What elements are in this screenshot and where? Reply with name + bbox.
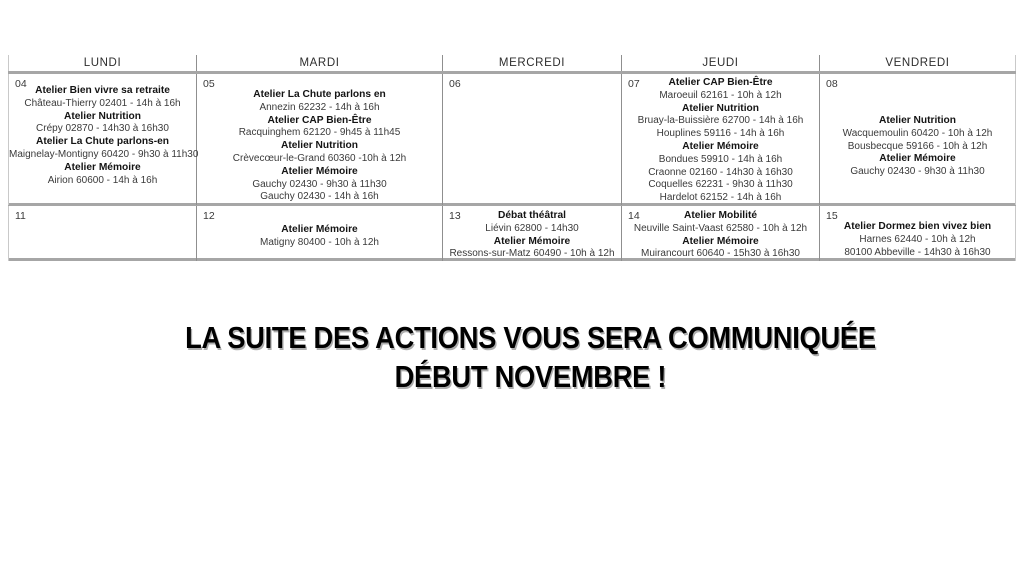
workshop-detail: Matigny 80400 - 10h à 12h — [260, 236, 379, 248]
workshop-detail: Muirancourt 60640 - 15h30 à 16h30 — [640, 248, 800, 260]
workshop-title: Atelier CAP Bien-Être — [267, 114, 372, 126]
calendar-cell-day-06 — [443, 74, 622, 205]
workshop-title: Atelier La Chute parlons-en — [35, 136, 170, 148]
workshop-title: Atelier Mobilité — [683, 210, 758, 221]
calendar-week-row-2 — [8, 206, 1016, 261]
calendar-cell-day-07 — [622, 74, 820, 205]
workshop-detail: Houplines 59116 - 14h à 16h — [656, 128, 785, 140]
calendar-cell-day-15 — [820, 206, 1016, 261]
calendar-cell-day-13 — [443, 206, 622, 261]
announcement-line-1: LA SUITE DES ACTIONS VOUS SERA COMMUNIQUÉE — [184, 320, 876, 355]
day-number: 13 — [449, 210, 461, 222]
workshop-title: Atelier Mémoire — [879, 153, 956, 165]
calendar-cell-day-14 — [622, 206, 820, 261]
workshop-detail: Racquinghem 62120 - 9h45 à 11h45 — [238, 127, 401, 139]
workshop-title: Atelier Nutrition — [879, 115, 956, 126]
cell-entries — [197, 89, 442, 204]
workshop-calendar — [8, 55, 1016, 261]
day-number: 06 — [449, 78, 461, 90]
cell-entries — [443, 210, 621, 261]
workshop-detail: Ressons-sur-Matz 60490 - 10h à 12h — [449, 248, 615, 260]
workshop-detail: Gauchy 02430 - 14h à 16h — [260, 191, 379, 203]
day-number: 04 — [15, 78, 27, 90]
calendar-cell-day-05 — [197, 74, 443, 205]
cell-entries — [9, 85, 199, 187]
workshop-title: Débat théâtral — [498, 210, 566, 221]
day-header-mardi: MARDI — [197, 55, 443, 71]
workshop-title: Atelier Mémoire — [281, 224, 358, 235]
day-header-mercredi: MERCREDI — [443, 55, 622, 71]
workshop-title: Atelier La Chute parlons en — [253, 89, 386, 100]
workshop-detail: Château-Thierry 02401 - 14h à 16h — [24, 97, 181, 109]
workshop-title: Atelier Mémoire — [281, 165, 358, 177]
cell-entries — [820, 221, 1015, 259]
workshop-detail: Gauchy 02430 - 9h30 à 11h30 — [850, 166, 985, 178]
day-number: 08 — [826, 78, 838, 90]
cell-entries — [820, 115, 1015, 179]
day-header-lundi: LUNDI — [8, 55, 197, 71]
cell-entries — [622, 77, 819, 205]
workshop-detail: Maignelay-Montigny 60420 - 9h30 à 11h30 — [9, 148, 199, 160]
day-number: 12 — [203, 210, 215, 222]
day-number: 11 — [15, 210, 26, 222]
workshop-detail: Annezin 62232 - 14h à 16h — [259, 101, 380, 113]
day-header-jeudi: JEUDI — [622, 55, 820, 71]
workshop-title: Atelier Mémoire — [682, 235, 759, 247]
workshop-detail: Wacquemoulin 60420 - 10h à 12h — [842, 127, 993, 139]
day-number: 14 — [628, 210, 640, 222]
announcement-text-block — [185, 318, 876, 396]
calendar-cell-day-11 — [8, 206, 197, 261]
workshop-title: Atelier Bien vivre sa retraite — [35, 85, 170, 96]
workshop-detail: Bruay-la-Buissière 62700 - 14h à 16h — [637, 115, 804, 127]
workshop-detail: Bondues 59910 - 14h à 16h — [658, 153, 783, 165]
calendar-cell-day-12 — [197, 206, 443, 261]
day-number: 05 — [203, 78, 215, 90]
calendar-header-row — [8, 55, 1016, 74]
workshop-detail: Harnes 62440 - 10h à 12h — [859, 233, 976, 245]
workshop-detail: Bousbecque 59166 - 10h à 12h — [847, 140, 988, 152]
announcement-heading — [0, 318, 1024, 396]
cell-entries — [197, 224, 442, 250]
day-header-vendredi: VENDREDI — [820, 55, 1016, 71]
cell-entries — [622, 210, 819, 261]
calendar-week-row-1 — [8, 74, 1016, 206]
workshop-detail: Maroeuil 62161 - 10h à 12h — [659, 89, 782, 101]
day-number: 07 — [628, 78, 640, 90]
workshop-title: Atelier Mémoire — [64, 161, 141, 173]
workshop-detail: Airion 60600 - 14h à 16h — [47, 174, 158, 186]
workshop-detail: Liévin 62800 - 14h30 — [485, 222, 579, 234]
workshop-detail: Hardelot 62152 - 14h à 16h — [659, 192, 782, 204]
day-number: 15 — [826, 210, 838, 222]
workshop-title: Atelier Mémoire — [682, 140, 759, 152]
workshop-detail: Gauchy 02430 - 9h30 à 11h30 — [252, 178, 387, 190]
workshop-title: Atelier CAP Bien-Être — [668, 77, 773, 88]
announcement-line-2: DÉBUT NOVEMBRE ! — [394, 359, 666, 394]
workshop-detail: Crépy 02870 - 14h30 à 16h30 — [36, 123, 169, 135]
workshop-detail: Coquelles 62231 - 9h30 à 11h30 — [648, 179, 793, 191]
calendar-cell-day-08 — [820, 74, 1016, 205]
workshop-title: Atelier Nutrition — [281, 140, 358, 152]
workshop-title: Atelier Nutrition — [64, 110, 141, 122]
calendar-cell-day-04 — [8, 74, 197, 205]
workshop-detail: Neuville Saint-Vaast 62580 - 10h à 12h — [633, 222, 808, 234]
workshop-title: Atelier Nutrition — [682, 102, 759, 114]
workshop-detail: Craonne 02160 - 14h30 à 16h30 — [648, 166, 793, 178]
workshop-title: Atelier Dormez bien vivez bien — [843, 221, 992, 232]
workshop-detail: 80100 Abbeville - 14h30 à 16h30 — [844, 246, 991, 258]
workshop-title: Atelier Mémoire — [493, 235, 571, 247]
workshop-detail: Crèvecœur-le-Grand 60360 -10h à 12h — [232, 152, 407, 164]
